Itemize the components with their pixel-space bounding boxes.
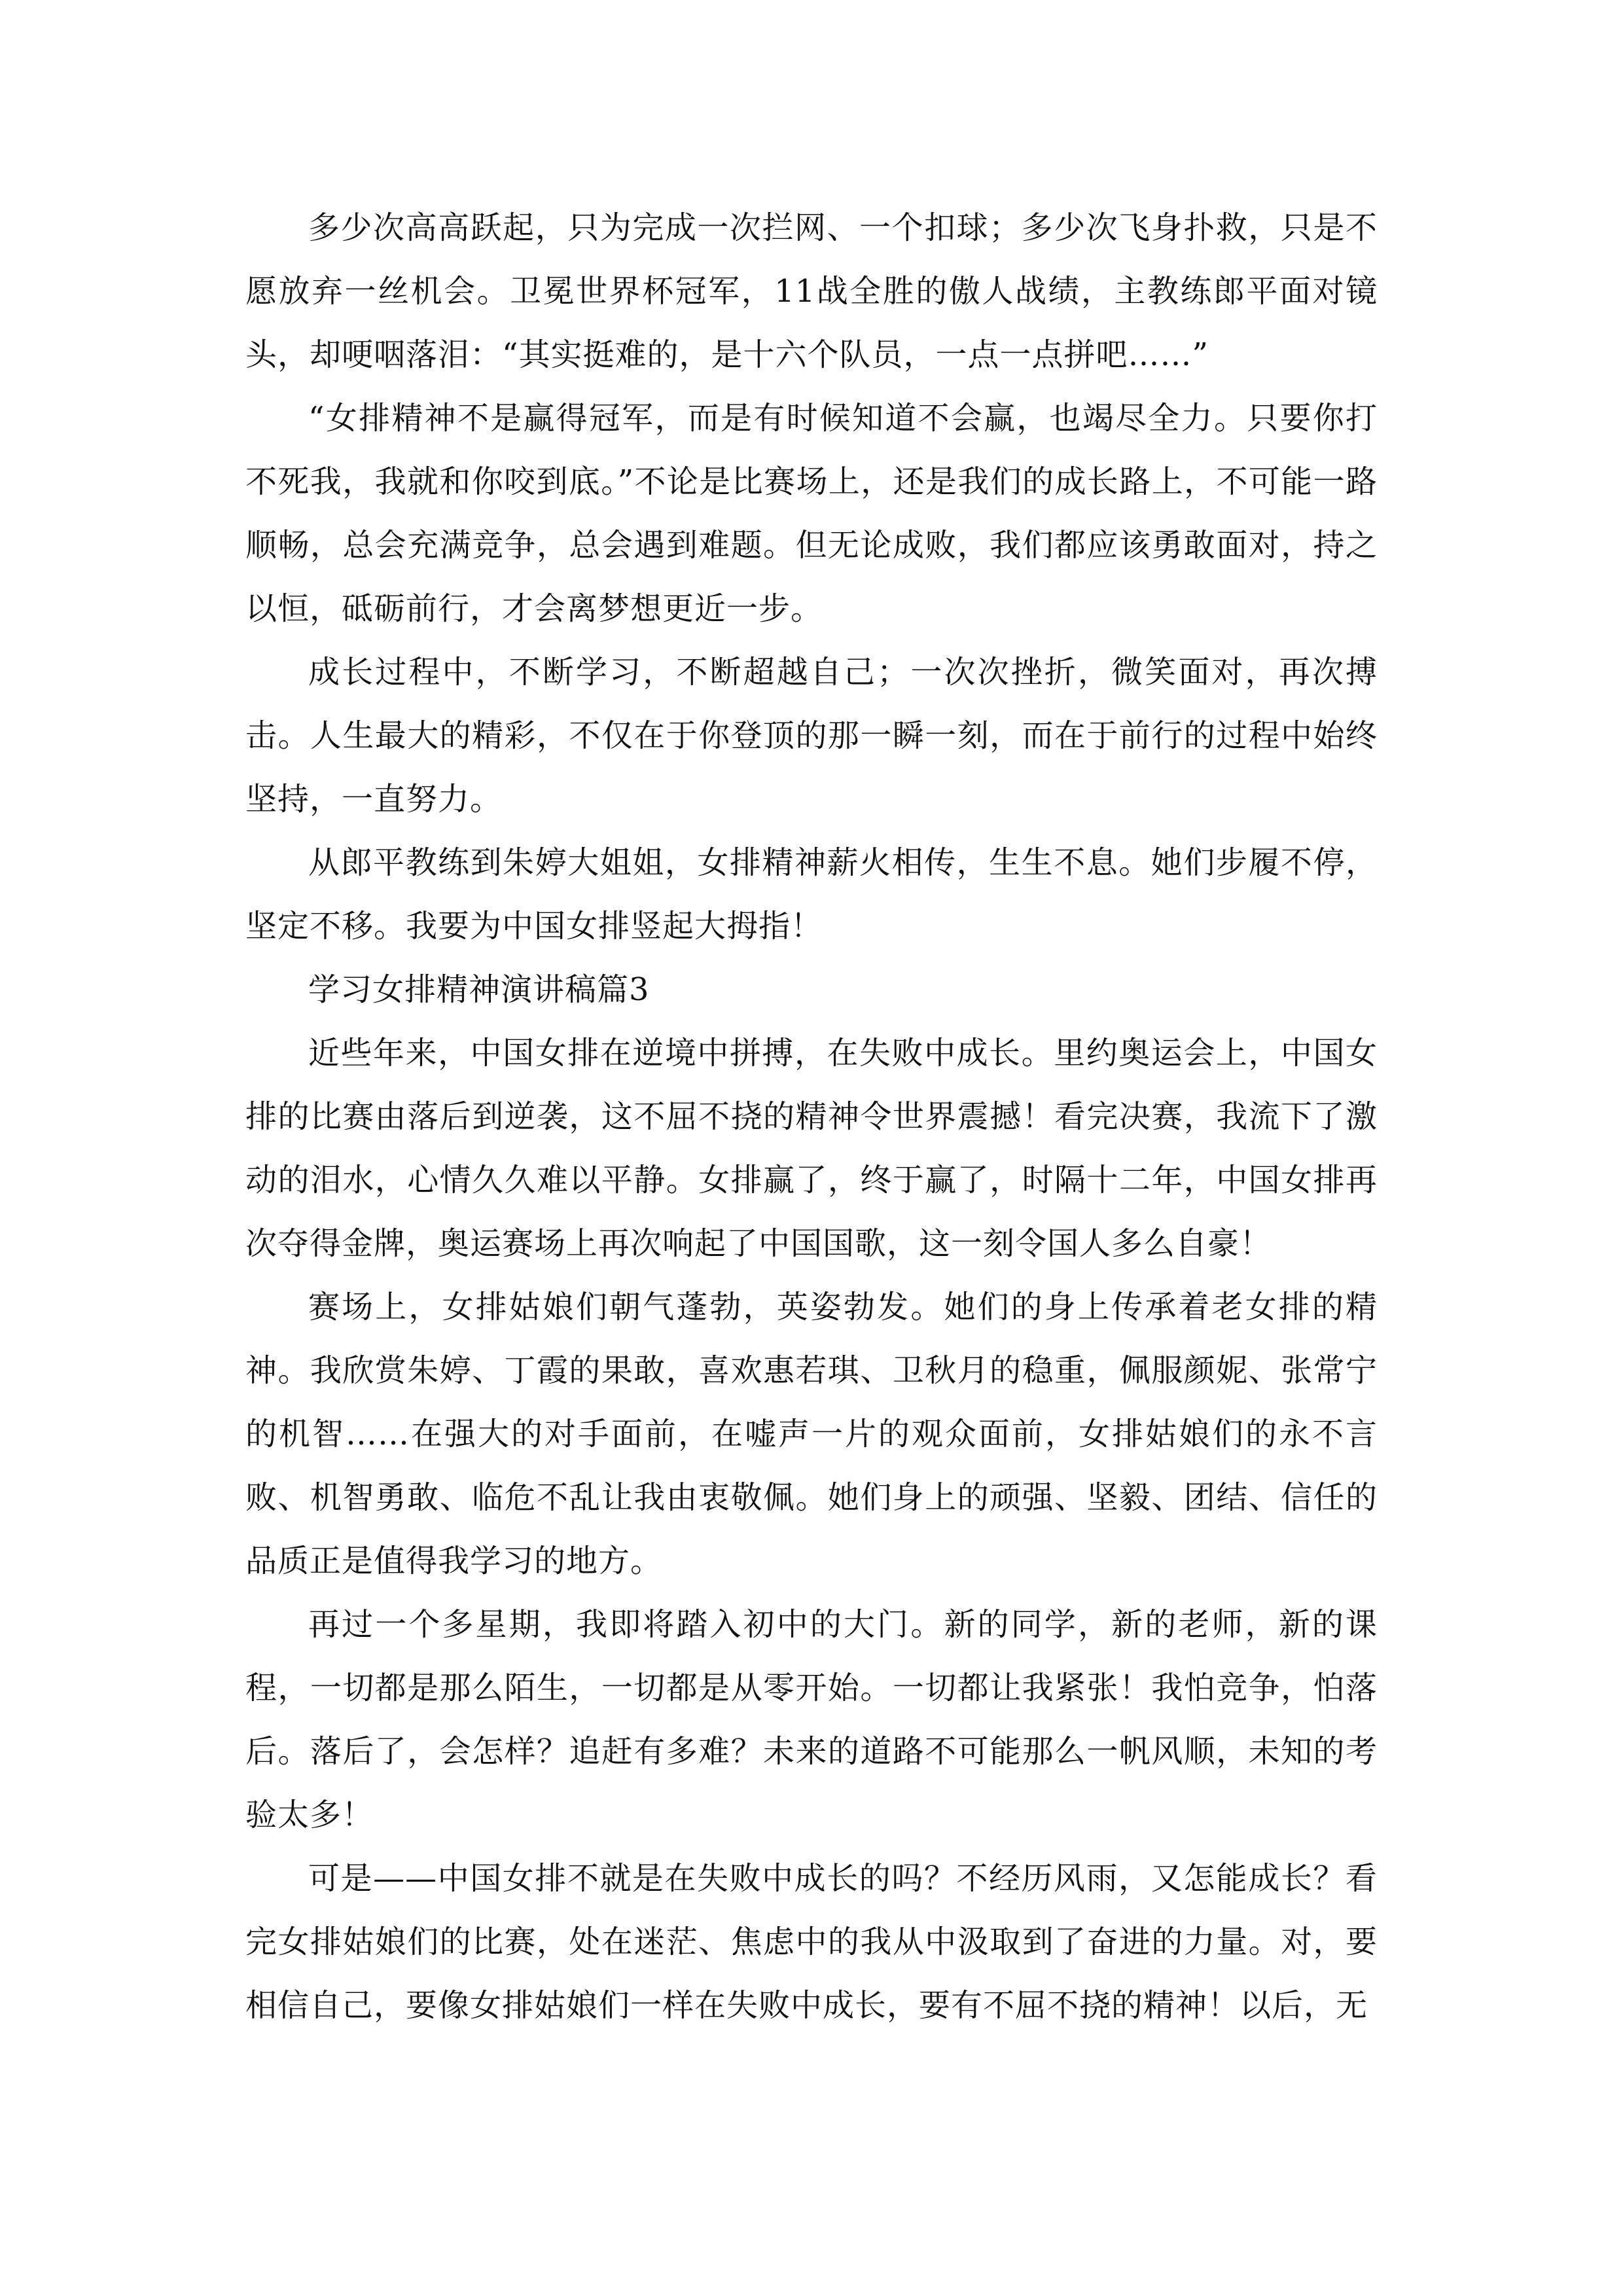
section-paragraph-1: 近些年来，中国女排在逆境中拼搏，在失败中成长。里约奥运会上，中国女排的比赛由落后到逆袭，这不屈不挠的精神令世界震撼！看完决赛，我流下了激动的泪水，心情久久难以平静。女排赢了，终于赢了，时隔十二年，中国女排再次夺得金牌，奥运赛场上再次响起了中国国歌，这一刻令国人多么自豪！: [245, 1035, 1378, 1262]
paragraph-1: 多少次高高跃起，只为完成一次拦网、一个扣球；多少次飞身扑救，只是不愿放弃一丝机会。卫冕世界杯冠军，11战全胜的傲人战绩，主教练郎平面对镜头，却哽咽落泪：“其实挺难的，是十六个队员，一点一点拼吧……”: [245, 209, 1378, 373]
section-paragraph-3: 再过一个多星期，我即将踏入初中的大门。新的同学，新的老师，新的课程，一切都是那么陌生，一切都是从零开始。一切都让我紧张！我怕竞争，怕落后。落后了，会怎样？追赶有多难？未来的道路不可能那么一帆风顺，未知的考验太多！: [245, 1606, 1378, 1833]
section-title: 学习女排精神演讲稿篇3: [308, 971, 650, 1008]
paragraph-3: 成长过程中，不断学习，不断超越自己；一次次挫折，微笑面对，再次搏击。人生最大的精彩，不仅在于你登顶的那一瞬一刻，而在于前行的过程中始终坚持，一直努力。: [245, 654, 1378, 817]
section-paragraph-2: 赛场上，女排姑娘们朝气蓬勃，英姿勃发。她们的身上传承着老女排的精神。我欣赏朱婷、丁霞的果敢，喜欢惠若琪、卫秋月的稳重，佩服颜妮、张常宁的机智……在强大的对手面前，在嘘声一片的观众面前，女排姑娘们的永不言败、机智勇敢、临危不乱让我由衷敬佩。她们身上的顽强、坚毅、团结、信任的品质正是值得我学习的地方。: [245, 1289, 1378, 1579]
paragraph-4: 从郎平教练到朱婷大姐姐，女排精神薪火相传，生生不息。她们步履不停，坚定不移。我要为中国女排竖起大拇指！: [245, 844, 1378, 944]
paragraph-2: “女排精神不是赢得冠军，而是有时候知道不会赢，也竭尽全力。只要你打不死我，我就和你咬到底。”不论是比赛场上，还是我们的成长路上，不可能一路顺畅，总会充满竞争，总会遇到难题。但无论成败，我们都应该勇敢面对，持之以恒，砥砺前行，才会离梦想更近一步。: [245, 400, 1378, 627]
document-body: [245, 196, 1378, 2037]
section-paragraph-4: 可是——中国女排不就是在失败中成长的吗？不经历风雨，又怎能成长？看完女排姑娘们的比赛，处在迷茫、焦虑中的我从中汲取到了奋进的力量。对，要相信自己，要像女排姑娘们一样在失败中成长，要有不屈不挠的精神！以后，无: [245, 1860, 1378, 2024]
